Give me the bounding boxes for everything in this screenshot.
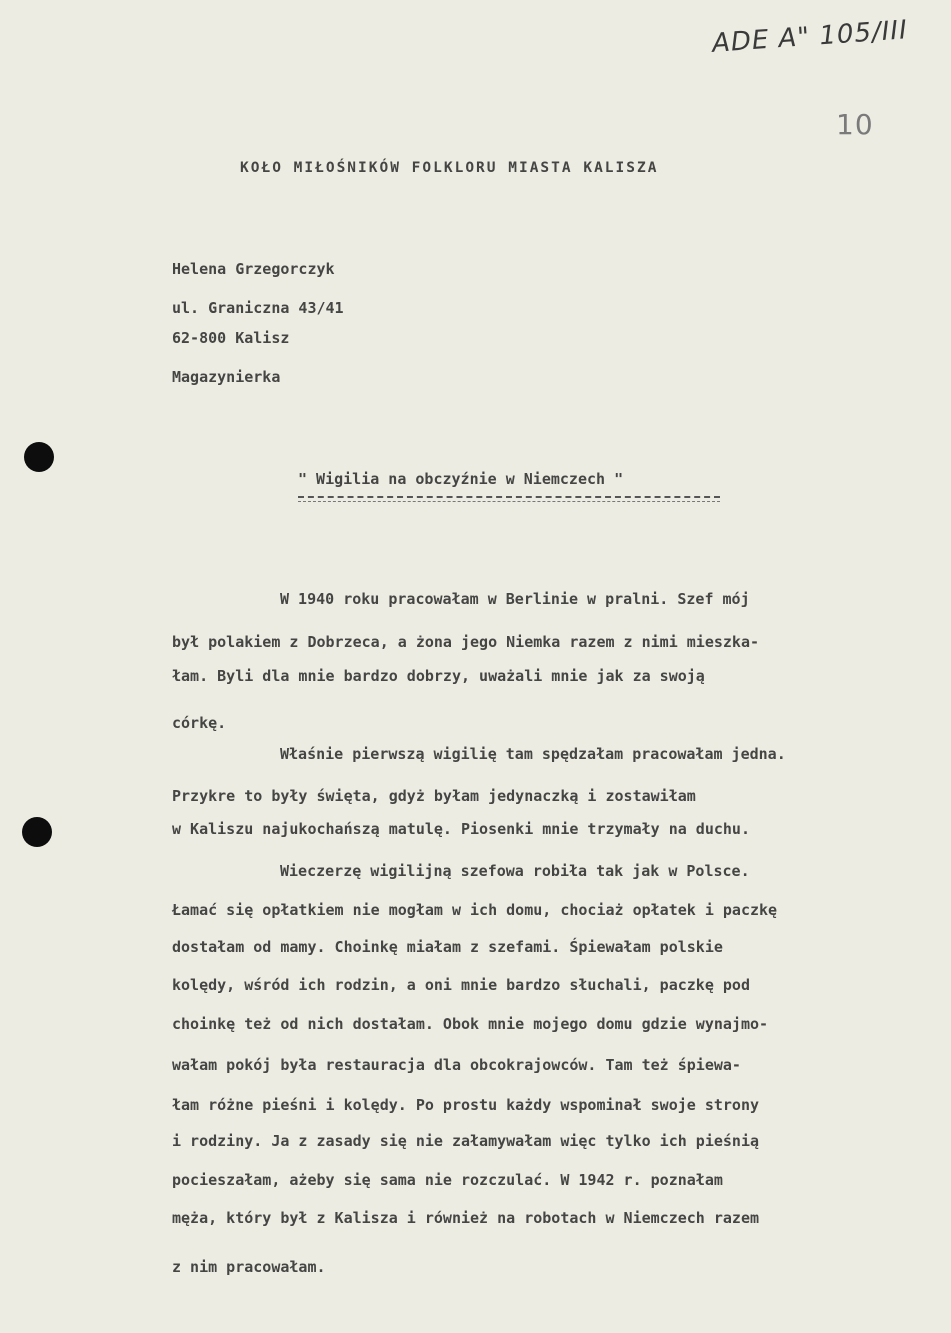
archive-reference-annotation: ADE A" 105/III — [711, 15, 909, 59]
body-line: dostałam od mamy. Choinkę miałam z szefami. Śpiewałam polskie — [172, 938, 723, 956]
body-line: pocieszałam, ażeby się sama nie rozczulać. W 1942 r. poznałam — [172, 1171, 723, 1189]
body-line: Przykre to były święta, gdyż byłam jedynaczką i zostawiłam — [172, 787, 696, 805]
body-line: i rodziny. Ja z zasady się nie załamywałam więc tylko ich pieśnią — [172, 1132, 759, 1150]
body-line: choinkę też od nich dostałam. Obok mnie mojego domu gdzie wynajmo- — [172, 1015, 769, 1033]
body-line: W 1940 roku pracowałam w Berlinie w pralni. Szef mój — [280, 590, 750, 608]
body-line: w Kaliszu najukochańszą matulę. Piosenki mnie trzymały na duchu. — [172, 820, 750, 838]
body-line: był polakiem z Dobrzeca, a żona jego Niemka razem z nimi mieszka- — [172, 633, 759, 651]
body-line: córkę. — [172, 714, 227, 732]
punch-hole-top — [24, 442, 54, 472]
title-underline — [298, 496, 720, 502]
body-line: Wieczerzę wigilijną szefowa robiła tak jak w Polsce. — [280, 862, 750, 880]
body-line: łam różne pieśni i kolędy. Po prostu każdy wspominał swoje strony — [172, 1096, 759, 1114]
author-city: 62-800 Kalisz — [172, 329, 290, 347]
author-street: ul. Graniczna 43/41 — [172, 299, 344, 317]
author-name: Helena Grzegorczyk — [172, 260, 335, 278]
body-line: męża, który był z Kalisza i również na robotach w Niemczech razem — [172, 1209, 759, 1227]
organization-heading: KOŁO MIŁOŚNIKÓW FOLKLORU MIASTA KALISZA — [240, 160, 659, 176]
punch-hole-bottom — [22, 817, 52, 847]
body-line: Właśnie pierwszą wigilię tam spędzałam pracowałam jedna. — [280, 745, 786, 763]
body-line: Łamać się opłatkiem nie mogłam w ich domu, chociaż opłatek i paczkę — [172, 901, 778, 919]
body-line: wałam pokój była restauracja dla obcokrajowców. Tam też śpiewa- — [172, 1056, 741, 1074]
body-line: kolędy, wśród ich rodzin, a oni mnie bardzo słuchali, paczkę pod — [172, 976, 750, 994]
document-title: " Wigilia na obczyźnie w Niemczech " — [298, 470, 624, 488]
author-occupation: Magazynierka — [172, 368, 281, 386]
body-line: z nim pracowałam. — [172, 1258, 326, 1276]
page-number-annotation: 10 — [836, 108, 874, 141]
body-line: łam. Byli dla mnie bardzo dobrzy, uważali mnie jak za swoją — [172, 667, 705, 685]
